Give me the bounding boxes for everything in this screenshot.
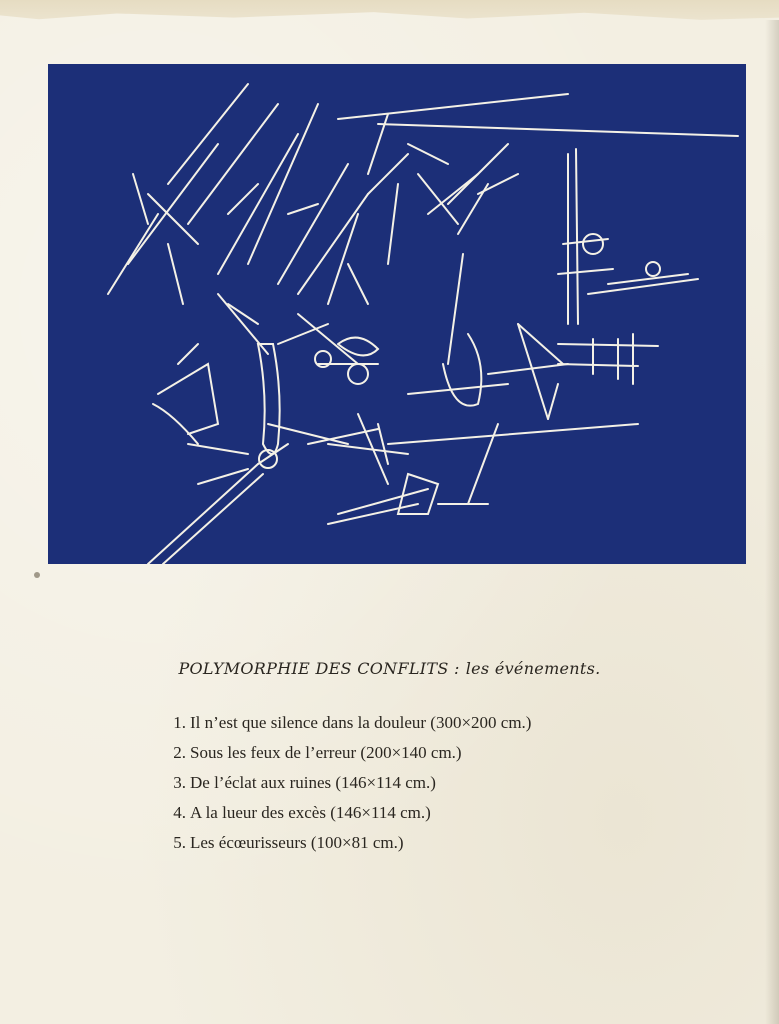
caption — [0, 659, 779, 678]
works-list — [160, 708, 531, 858]
paper-edge-shadow — [765, 20, 779, 1024]
item-text: Les écœurisseurs (100×81 cm.) — [190, 833, 404, 852]
item-number: 3. — [173, 773, 186, 792]
list-item — [160, 768, 531, 798]
item-number: 4. — [173, 803, 186, 822]
item-text: De l’éclat aux ruines (146×114 cm.) — [190, 773, 436, 792]
item-number: 5. — [173, 833, 186, 852]
artwork-drawing — [48, 64, 746, 564]
list-item — [160, 828, 531, 858]
list-item — [160, 798, 531, 828]
item-number: 1. — [173, 713, 186, 732]
blue-print-artwork — [48, 64, 746, 564]
item-text: Il n’est que silence dans la douleur (300×200 cm.) — [190, 713, 532, 732]
item-number: 2. — [173, 743, 186, 762]
caption-subtitle: les événements. — [465, 659, 601, 678]
list-item — [160, 708, 531, 738]
paper-stain — [34, 572, 40, 578]
caption-title: POLYMORPHIE DES CONFLITS : — [178, 659, 460, 678]
list-item — [160, 738, 531, 768]
item-text: Sous les feux de l’erreur (200×140 cm.) — [190, 743, 462, 762]
item-text: A la lueur des excès (146×114 cm.) — [190, 803, 431, 822]
torn-paper-edge — [0, 0, 779, 32]
